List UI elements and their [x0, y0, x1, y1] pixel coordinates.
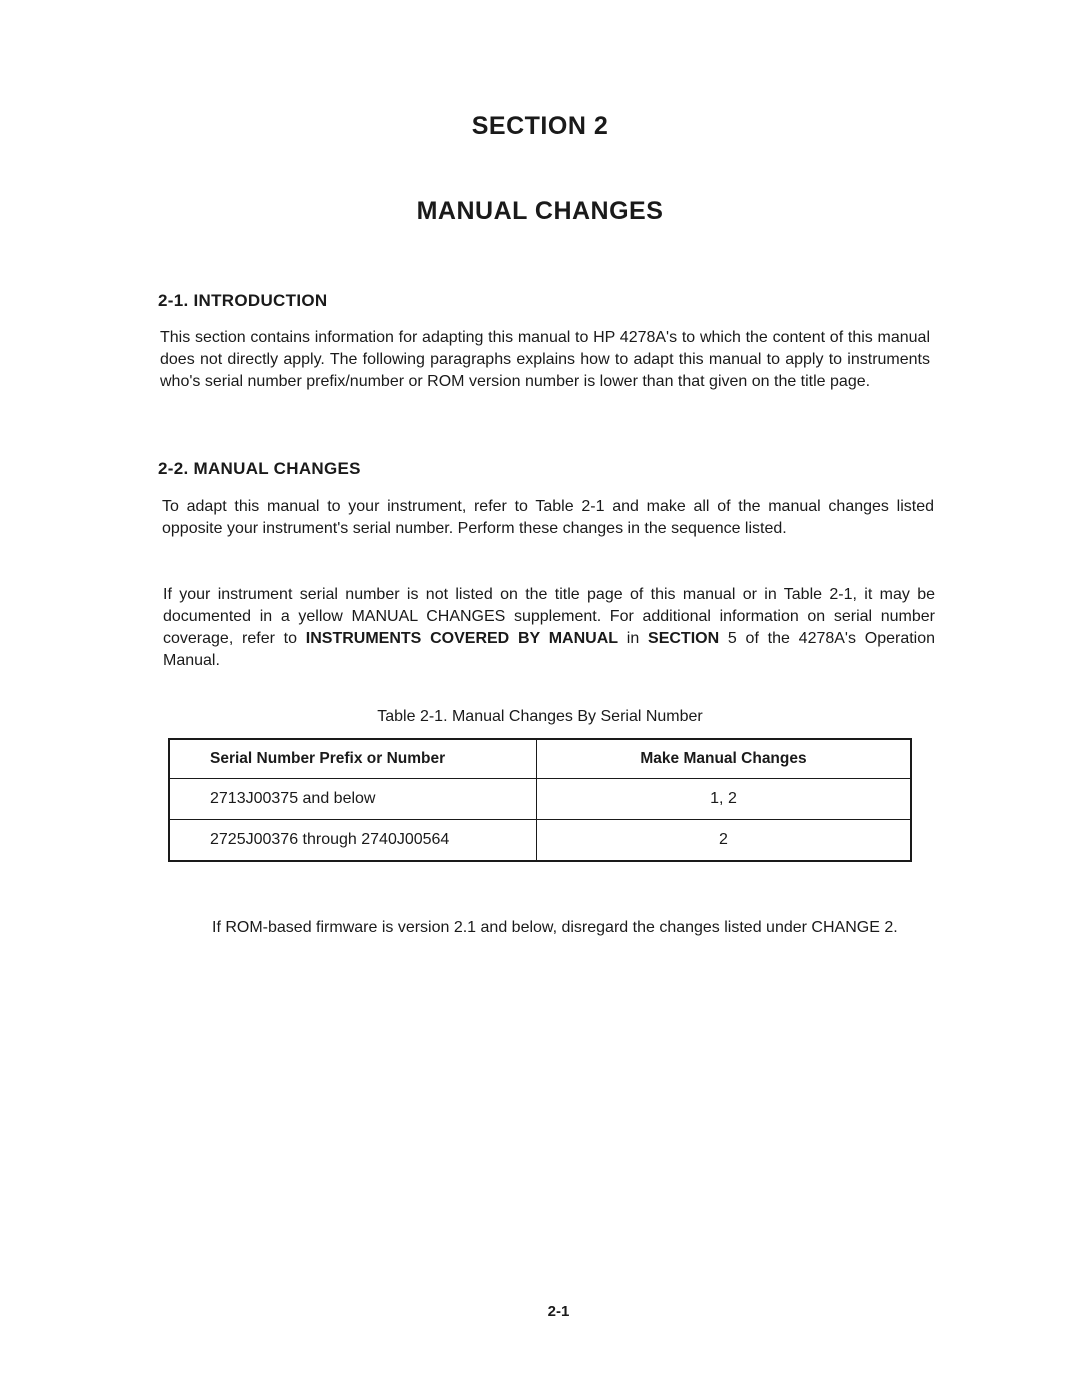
section-subtitle: MANUAL CHANGES [416, 197, 664, 225]
manual-changes-heading: 2-2. MANUAL CHANGES [158, 459, 361, 478]
table-row [169, 779, 911, 820]
paragraph-2-text-start: If your instrument serial number is not listed on the title page of this manual or in Table 2-1, it may be documented in a yellow MANUAL CHANGES supplement. For additional information on serial number coverage, refer to [163, 586, 935, 647]
manual-changes-paragraph-1: To adapt this manual to your instrument, refer to Table 2-1 and make all of the manual changes listed opposite your instrument's serial number. Perform these changes in the sequence listed. [162, 498, 934, 537]
section-reference: SECTION [648, 630, 720, 647]
paragraph-2-text-mid: in [618, 630, 649, 647]
header-serial-number: Serial Number Prefix or Number [169, 739, 537, 779]
manual-changes-paragraph-2 [163, 584, 935, 672]
page-number: 2-1 [547, 1303, 570, 1320]
header-make-changes: Make Manual Changes [537, 739, 912, 779]
paragraph-2-text-end: 5 of the 4278A's Operation Manual. [163, 630, 936, 669]
instruments-covered-reference: INSTRUMENTS COVERED BY MANUAL [305, 630, 619, 647]
row-serial-cell: 2725J00376 through 2740J00564 [169, 820, 537, 862]
rom-firmware-note: If ROM-based firmware is version 2.1 and below, disregard the changes listed under CHANGE 2. [212, 919, 898, 936]
serial-number-table [168, 738, 912, 862]
introduction-paragraph: This section contains information for adapting this manual to HP 4278A's to which the content of this manual does not directly apply. The following paragraphs explains how to adapt this manual to apply to instruments who's serial number prefix/number or ROM version number is lower than that given on the title page. [160, 329, 930, 390]
section-title: SECTION 2 [471, 112, 609, 140]
row-serial-cell: 2713J00375 and below [169, 779, 537, 820]
table-caption: Table 2-1. Manual Changes By Serial Number [377, 708, 703, 725]
introduction-heading: 2-1. INTRODUCTION [158, 291, 328, 310]
table-header-row [169, 739, 911, 779]
row-changes-cell: 2 [537, 820, 912, 862]
table-row [169, 820, 911, 862]
row-changes-cell: 1, 2 [537, 779, 912, 820]
